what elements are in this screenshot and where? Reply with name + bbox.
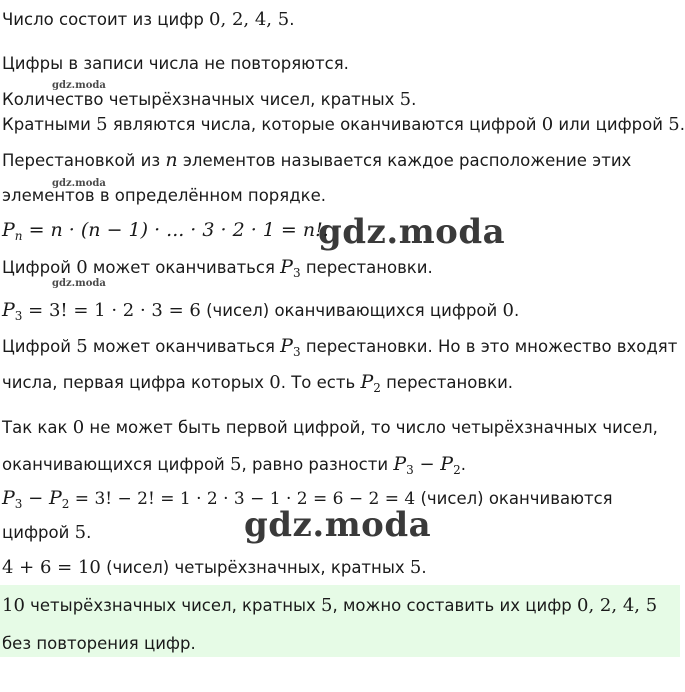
text: (чисел) оканчивающихся цифрой [200,301,503,320]
text: перестановки. [380,373,514,392]
math: 0 [541,114,554,135]
math: P [2,487,15,509]
text: Число состоит из цифр [2,10,210,29]
text-line [2,557,427,579]
math: 10 [2,595,25,616]
math: 5 [399,89,412,110]
text: . [460,455,466,474]
math: 5 [321,595,333,616]
text: Перестановкой из [2,151,166,170]
text-line [2,453,466,481]
text: элементов в определённом порядке. [2,186,326,205]
math: 0 [269,372,281,393]
text: , можно составить их цифр [332,596,578,615]
watermark-big: gdz.moda [318,212,506,252]
math: 5 [76,336,88,357]
text: Цифрой [2,258,77,277]
math: − [413,454,441,475]
text: . [411,90,417,109]
text: . То есть [280,373,361,392]
math: P [440,453,454,475]
math: − [22,488,49,509]
math-subscript: 3 [406,463,414,477]
math: 5 [409,557,422,578]
math-subscript: 2 [61,497,70,511]
text: . [86,523,92,542]
watermark-small: gdz.moda [52,178,106,189]
text-line [2,185,326,207]
answer-line [2,633,196,655]
watermark-small: gdz.moda [52,80,106,91]
text-line [2,149,631,172]
text-line [2,256,433,284]
text: . [513,301,520,320]
math: 0, 2, 4, 5 [209,9,290,30]
text: являются числа, которые оканчиваются цифрой [107,115,542,134]
text: числа, первая цифра которых [2,373,270,392]
math: 5 [668,114,680,135]
text: без повторения цифр. [2,634,196,653]
math: 5 [230,454,242,475]
math-subscript: n [14,229,23,243]
text: не может быть первой цифрой, то число четырёхзначных чисел, [84,418,658,437]
math: = n · (n − 1) · ... · 3 · 2 · 1 = n!. [22,219,329,241]
formula-line [2,487,613,515]
text: Так как [2,418,73,437]
text-line [2,53,349,75]
text-line [2,417,658,439]
text: Цифрой [2,337,77,356]
math: P [280,335,293,357]
text-line [2,522,91,544]
text: Кратными [2,115,97,134]
math-subscript: 3 [292,345,301,359]
math: 0 [72,417,85,438]
text-line [2,335,677,363]
text: элементов называется каждое расположение этих [177,151,632,170]
answer-line [2,595,657,617]
text: Цифры в записи числа не повторяются. [2,54,349,73]
text: перестановки. [300,258,433,277]
math: = 3! = 1 · 2 · 3 = 6 [22,300,201,321]
math-subscript: 3 [14,309,23,323]
math: P [280,256,293,278]
text: . [421,558,427,577]
text: может оканчиваться [87,337,281,356]
math: P [393,453,407,475]
math: 0 [502,300,514,321]
text: перестановки. Но в это множество входят [300,337,678,356]
watermark-small: gdz.moda [52,278,106,289]
text: (чисел) четырёхзначных, кратных [100,558,410,577]
math: = 3! − 2! = 1 · 2 · 3 − 1 · 2 = 6 − 2 = 4 [69,489,416,509]
math: 0 [76,257,88,278]
math: n [165,149,178,171]
math: 4 + 6 = 10 [2,557,101,578]
text: (чисел) оканчиваются [415,489,613,508]
math-subscript: 3 [14,497,23,511]
text: , равно разности [241,455,394,474]
text: четырёхзначных чисел, кратных [24,596,322,615]
text-line [2,114,685,136]
math: 0, 2, 4, 5 [577,595,658,616]
formula-line [2,299,519,327]
math-subscript: 3 [292,266,301,280]
text: цифрой [2,523,75,542]
text: может оканчиваться [87,258,281,277]
text: . [679,115,685,134]
math-subscript: 2 [373,381,381,395]
math: 5 [74,522,87,543]
text-line [2,89,416,111]
formula-line [2,219,329,247]
text-line [2,371,513,399]
text-line [2,9,294,31]
watermark-big: gdz.moda [244,505,432,545]
text: или цифрой [553,115,669,134]
math: P [2,219,15,241]
math-subscript: 2 [453,463,461,477]
math: 5 [96,114,108,135]
math: P [2,299,15,321]
math: P [48,487,62,509]
text: . [289,10,295,29]
math: P [360,371,374,393]
text: Количество четырёхзначных чисел, кратных [2,90,400,109]
text: оканчивающихся цифрой [2,455,231,474]
